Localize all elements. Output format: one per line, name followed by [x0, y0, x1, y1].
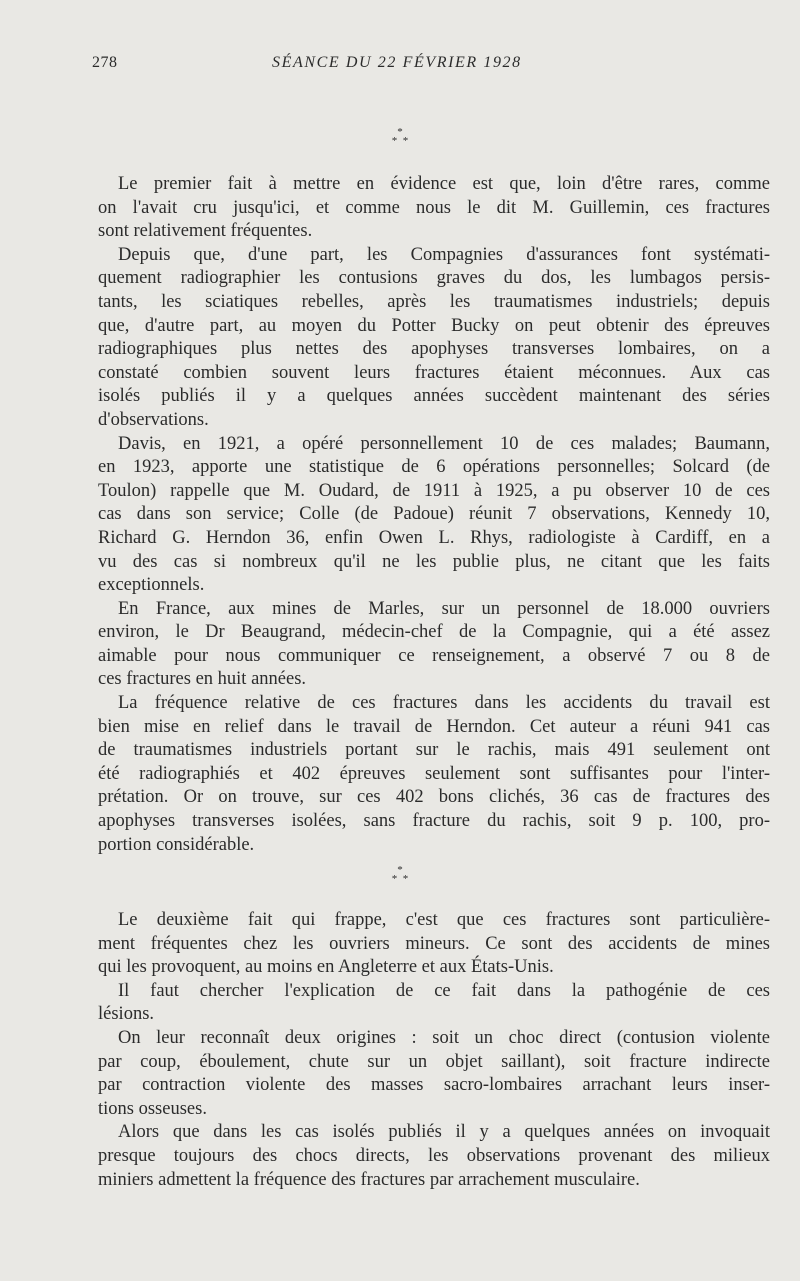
text-line: lésions. [98, 1004, 155, 1025]
text-line: exceptionnels. [98, 575, 205, 596]
text-line: qui les provoquent, au moins en Angleterre et aux États-Unis. [98, 957, 554, 978]
text-line: ment fréquentes chez les ouvriers mineurs. Ce sont des accidents de mines [98, 933, 770, 954]
text-line: par coup, éboulement, chute sur un objet saillant), soit fracture indirecte [98, 1051, 770, 1072]
paragraph [98, 909, 770, 980]
text-line: tants, les sciatiques rebelles, après les traumatismes industriels; depuis [98, 291, 770, 312]
text-line: Depuis que, d'une part, les Compagnies d'assurances font systémati- [118, 244, 770, 265]
text-line: que, d'autre part, au moyen du Potter Bucky on peut obtenir des épreuves [98, 315, 770, 336]
section-1 [98, 173, 770, 857]
paragraph [98, 598, 770, 692]
text-line: aimable pour nous communiquer ce renseignement, a observé 7 ou 8 de [98, 645, 770, 666]
text-line: on l'avait cru jusqu'ici, et comme nous le dit M. Guillemin, ces fractures [98, 197, 770, 218]
text-line: cas dans son service; Colle (de Padoue) réunit 7 observations, Kennedy 10, [98, 504, 770, 525]
text-line: vu des cas si nombreux qu'il ne les publie plus, ne citant que les faits [98, 551, 770, 572]
paragraph [98, 1027, 770, 1121]
text-line: Le deuxième fait qui frappe, c'est que ces fractures sont particulière- [118, 910, 770, 930]
text-line: Richard G. Herndon 36, enfin Owen L. Rhys, radiologiste à Cardiff, en a [98, 527, 770, 548]
text-line: En France, aux mines de Marles, sur un personnel de 18.000 ouvriers [118, 598, 770, 619]
text-line: de traumatismes industriels portant sur le rachis, mais 491 seulement ont [98, 740, 770, 761]
text-line: ces fractures en huit années. [98, 669, 307, 690]
text-line: constaté combien souvent leurs fractures étaient méconnues. Aux cas [98, 362, 770, 383]
paragraph [98, 173, 770, 244]
text-line: Il faut chercher l'explication de ce fait dans la pathogénie de ces [118, 980, 770, 1001]
text-line: par contraction violente des masses sacro-lombaires arrachant leurs inser- [98, 1075, 770, 1096]
text-line: en 1923, apporte une statistique de 6 opérations personnelles; Solcard (de [98, 457, 770, 478]
text-line: Davis, en 1921, a opéré personnellement 10 de ces malades; Baumann, [118, 433, 770, 454]
paragraph [98, 244, 770, 433]
section-separator-1: * * * [391, 126, 409, 147]
text-line: sont relativement fréquentes. [98, 221, 313, 242]
text-line: été radiographiés et 402 épreuves seulement sont suffisantes pour l'inter- [98, 763, 770, 784]
text-line: bien mise en relief dans le travail de Herndon. Cet auteur a réuni 941 cas [98, 716, 770, 737]
section-separator-2: * * * [391, 864, 409, 885]
text-line: La fréquence relative de ces fractures dans les accidents du travail est [118, 693, 770, 714]
section-2 [98, 909, 770, 1192]
text-line: presque toujours des chocs directs, les observations provenant des milieux [98, 1145, 770, 1166]
text-line: d'observations. [98, 409, 209, 430]
running-title: SÉANCE DU 22 FÉVRIER 1928 [272, 54, 522, 71]
page-header [92, 54, 772, 78]
paragraph [98, 692, 770, 857]
text-line: environ, le Dr Beaugrand, médecin-chef de la Compagnie, qui a été assez [98, 622, 770, 643]
text-line: Toulon) rappelle que M. Oudard, de 1911 à 1925, a pu observer 10 de ces [98, 480, 770, 501]
paragraph [98, 1121, 770, 1192]
text-line: On leur reconnaît deux origines : soit un choc direct (contusion violente [118, 1027, 770, 1048]
paragraph [98, 433, 770, 598]
text-line: radiographiques plus nettes des apophyses transverses lombaires, on a [98, 339, 770, 360]
text-line: apophyses transverses isolées, sans fracture du rachis, soit 9 p. 100, pro- [98, 811, 770, 832]
text-line: tions osseuses. [98, 1098, 207, 1119]
page-number: 278 [92, 54, 118, 71]
paragraph [98, 980, 770, 1027]
text-line: quement radiographier les contusions graves du dos, les lumbagos persis- [98, 268, 770, 289]
text-line: prétation. Or on trouve, sur ces 402 bons clichés, 36 cas de fractures des [98, 787, 770, 808]
text-line: Alors que dans les cas isolés publiés il y a quelques années on invoquait [118, 1122, 770, 1143]
text-line: miniers admettent la fréquence des fractures par arrachement musculaire. [98, 1169, 640, 1190]
text-line: isolés publiés il y a quelques années succèdent maintenant des séries [98, 386, 770, 407]
text-line: Le premier fait à mettre en évidence est que, loin d'être rares, comme [118, 174, 770, 194]
text-line: portion considérable. [98, 834, 255, 855]
